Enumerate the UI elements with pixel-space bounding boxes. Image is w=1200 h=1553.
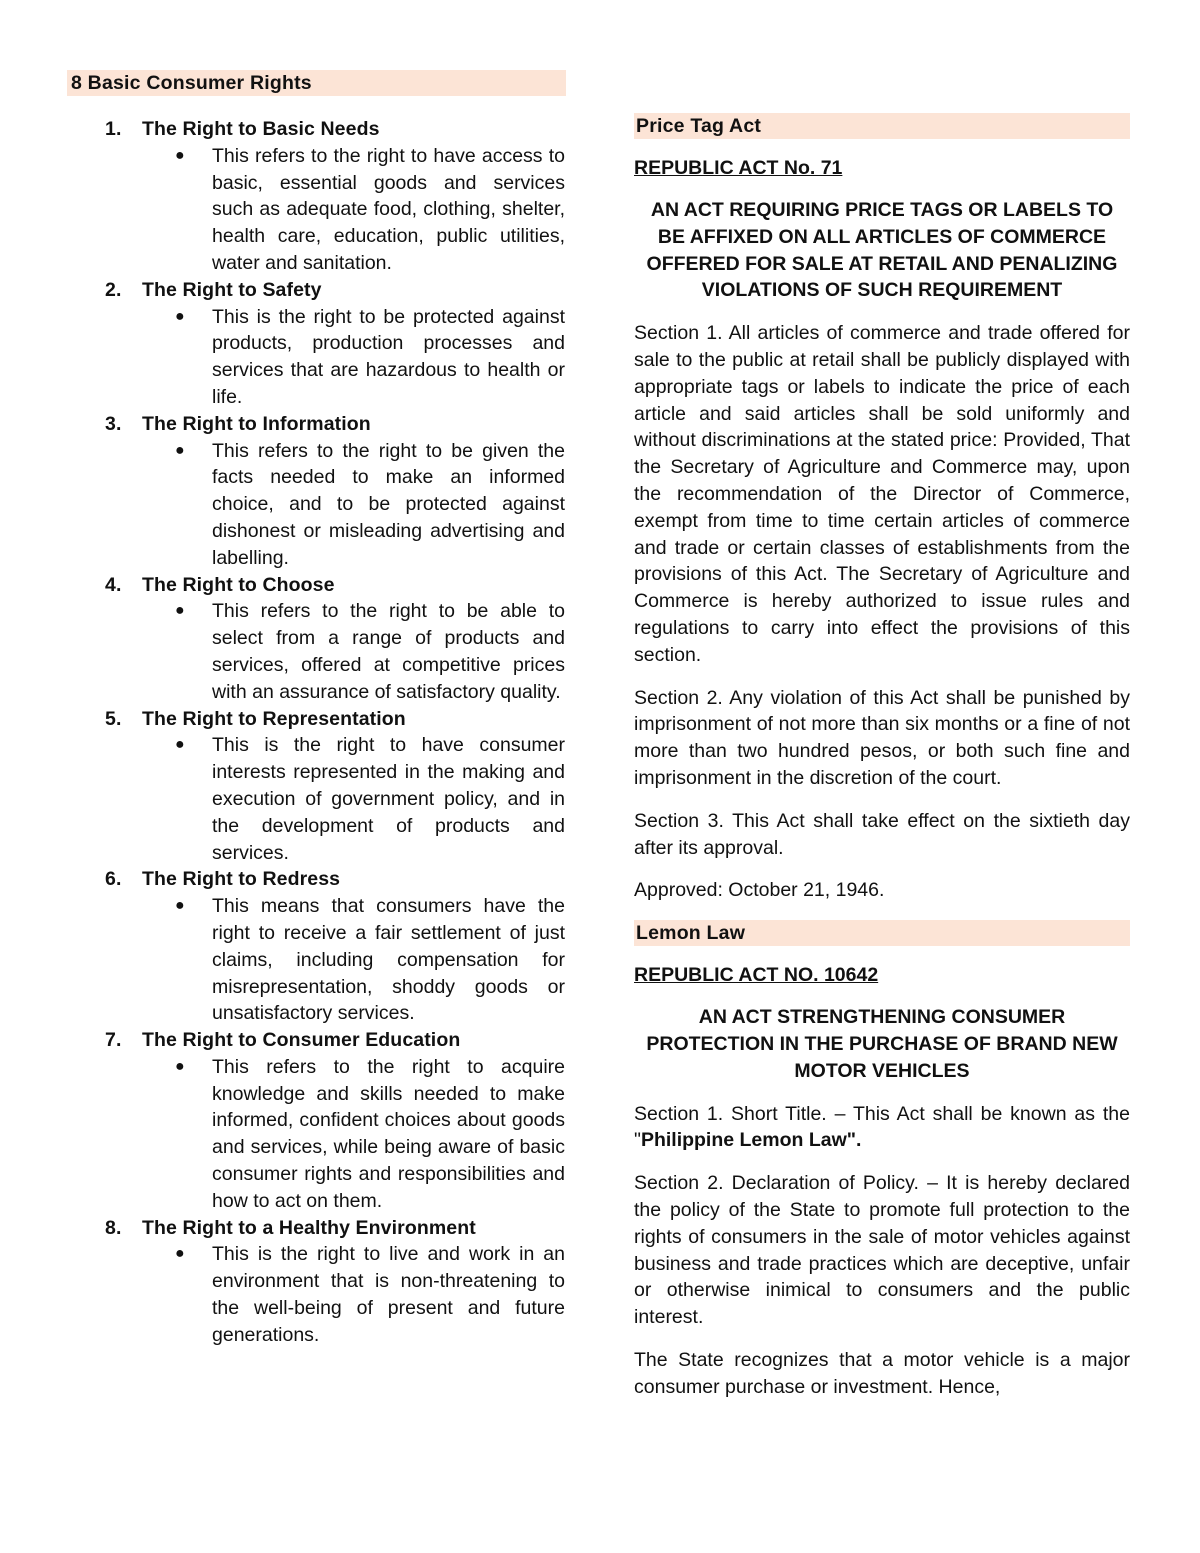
lemon-law-act-title: AN ACT STRENGTHENING CONSUMER PROTECTION IN THE PURCHASE OF BRAND NEW MOTOR VEHICLES <box>646 1006 1118 1082</box>
bullet-icon: ● <box>175 736 185 754</box>
consumer-right-description-text: This refers to the right to acquire knowledge and skills needed to make informed, confident choices about goods and services, while being aware of basic consumer rights and responsibilities and how to act on them. <box>212 1055 565 1212</box>
consumer-right-title <box>67 277 566 304</box>
consumer-right-title <box>67 116 566 143</box>
consumer-right-description-text: This is the right to live and work in an environment that is non-threatening to the well-being of present and future generations. <box>212 1243 565 1346</box>
price-tag-approved-date: Approved: October 21, 1946. <box>634 879 885 902</box>
consumer-right-item <box>67 1215 566 1349</box>
bullet-icon: ● <box>175 602 185 620</box>
price-tag-section-1: Section 1. All articles of commerce and trade offered for sale to the public at retail shall be publicly displayed with appropriate tags or labels to indicate the price of each article and said articles shall be sold uniformly and without discriminations at the stated price: Provided, That the Secretary of Agriculture and Commerce may, upon the recommendation of the Director of Commerce, exempt from time to time certain articles of commerce and trade or certain classes of establishments from the provisions of this Act. The Secretary of Agriculture and Commerce is hereby authorized to issue rules and regulations to carry into effect the provisions of this section. <box>634 322 1130 666</box>
consumer-right-description <box>175 893 565 1027</box>
consumer-right-title-text: The Right to a Healthy Environment <box>142 1216 476 1239</box>
bullet-icon: ● <box>175 1057 185 1075</box>
consumer-right-description-text: This means that consumers have the right to receive a fair settlement of just claims, including compensation for misrepresentation, shoddy goods or unsatisfactory services. <box>212 895 565 1025</box>
consumer-right-description-text: This refers to the right to be given the facts needed to make an informed choice, and to be protected against dishonest or misleading advertising and labelling. <box>212 439 565 569</box>
consumer-right-description <box>175 1054 565 1215</box>
lemon-law-ra-number: REPUBLIC ACT NO. 10642 <box>634 964 879 987</box>
consumer-right-description <box>175 732 565 866</box>
consumer-right-number: 2. <box>105 278 122 301</box>
consumer-right-title <box>67 706 566 733</box>
consumer-right-title <box>67 866 566 893</box>
consumer-right-title <box>67 1215 566 1242</box>
consumer-right-item <box>67 706 566 867</box>
consumer-right-title-text: The Right to Redress <box>142 868 341 891</box>
consumer-right-title <box>67 572 566 599</box>
lemon-law-heading: Lemon Law <box>634 920 1130 946</box>
consumer-right-number: 3. <box>105 412 122 435</box>
consumer-right-description-text: This is the right to have consumer interests represented in the making and execution of government policy, and in the development of products and services. <box>212 734 565 864</box>
lemon-law-section-1 <box>634 1101 1130 1155</box>
bullet-icon: ● <box>175 897 185 915</box>
consumer-right-title-text: The Right to Basic Needs <box>142 118 380 140</box>
consumer-right-description-text: This refers to the right to have access to basic, essential goods and services such as adequate food, clothing, shelter, health care, education, public utilities, water and sanitation. <box>212 144 565 274</box>
consumer-right-item <box>67 866 566 1027</box>
lemon-law-short-title: Philippine Lemon Law". <box>640 1129 862 1152</box>
price-tag-act-title: AN ACT REQUIRING PRICE TAGS OR LABELS TO BE AFFIXED ON ALL ARTICLES OF COMMERCE OFFERED FOR SALE AT RETAIL AND PENALIZING VIOLATIONS OF SUCH REQUIREMENT <box>646 199 1118 302</box>
bullet-icon: ● <box>175 1245 185 1263</box>
consumer-right-item <box>67 572 566 706</box>
consumer-right-description-text: This refers to the right to be able to select from a range of products and services, offered at competitive prices with an assurance of satisfactory quality. <box>212 600 565 703</box>
bullet-icon: ● <box>175 146 185 164</box>
bullet-icon: ● <box>175 307 185 325</box>
lemon-law-section-2: Section 2. Declaration of Policy. – It is hereby declared the policy of the State to promote full protection to the rights of consumers in the sale of motor vehicles against business and trade practices which are deceptive, unfair or otherwise inimical to consumers and the public interest. <box>634 1172 1130 1329</box>
consumer-rights-column <box>67 70 566 1349</box>
consumer-right-title <box>67 1027 566 1054</box>
consumer-right-description <box>175 598 565 705</box>
price-tag-section-2: Section 2. Any violation of this Act shall be punished by imprisonment of not more than six months or a fine of not more than two hundred pesos, or both such fine and imprisonment in the discretion of the court. <box>634 686 1130 789</box>
consumer-right-description <box>175 143 565 277</box>
bullet-icon: ● <box>175 441 185 459</box>
consumer-right-number: 7. <box>105 1029 122 1052</box>
consumer-right-item <box>67 277 566 411</box>
lemon-law-paragraph-3: The State recognizes that a motor vehicle is a major consumer purchase or investment. Hence, <box>634 1348 1130 1398</box>
consumer-right-description <box>175 438 565 572</box>
consumer-right-title <box>67 411 566 438</box>
consumer-right-number: 8. <box>105 1216 122 1239</box>
consumer-right-description <box>175 304 565 411</box>
price-tag-ra-number: REPUBLIC ACT No. 71 <box>634 157 843 179</box>
consumer-right-title-text: The Right to Information <box>142 412 371 435</box>
price-tag-section-3: Section 3. This Act shall take effect on the sixtieth day after its approval. <box>634 809 1130 859</box>
consumer-right-title-text: The Right to Representation <box>142 707 406 730</box>
consumer-right-number: 5. <box>105 707 122 730</box>
consumer-right-description <box>175 1241 565 1348</box>
consumer-rights-list <box>67 116 566 1349</box>
consumer-right-item <box>67 1027 566 1215</box>
consumer-rights-heading: 8 Basic Consumer Rights <box>67 70 566 96</box>
consumer-right-number: 1. <box>105 118 122 140</box>
consumer-right-description-text: This is the right to be protected against products, production processes and services that are hazardous to health or life. <box>212 305 565 408</box>
consumer-right-item <box>67 411 566 572</box>
price-tag-act-heading: Price Tag Act <box>634 113 1130 139</box>
lemon-law-section-1-text: Section 1. Short Title. – This Act shall be known as the " <box>634 1102 1130 1152</box>
consumer-laws-column <box>634 113 1130 1400</box>
consumer-right-item <box>67 116 566 277</box>
consumer-right-number: 6. <box>105 868 122 891</box>
consumer-right-title-text: The Right to Consumer Education <box>142 1029 461 1052</box>
consumer-right-title-text: The Right to Choose <box>142 573 335 596</box>
consumer-right-title-text: The Right to Safety <box>142 278 322 301</box>
consumer-right-number: 4. <box>105 573 122 596</box>
